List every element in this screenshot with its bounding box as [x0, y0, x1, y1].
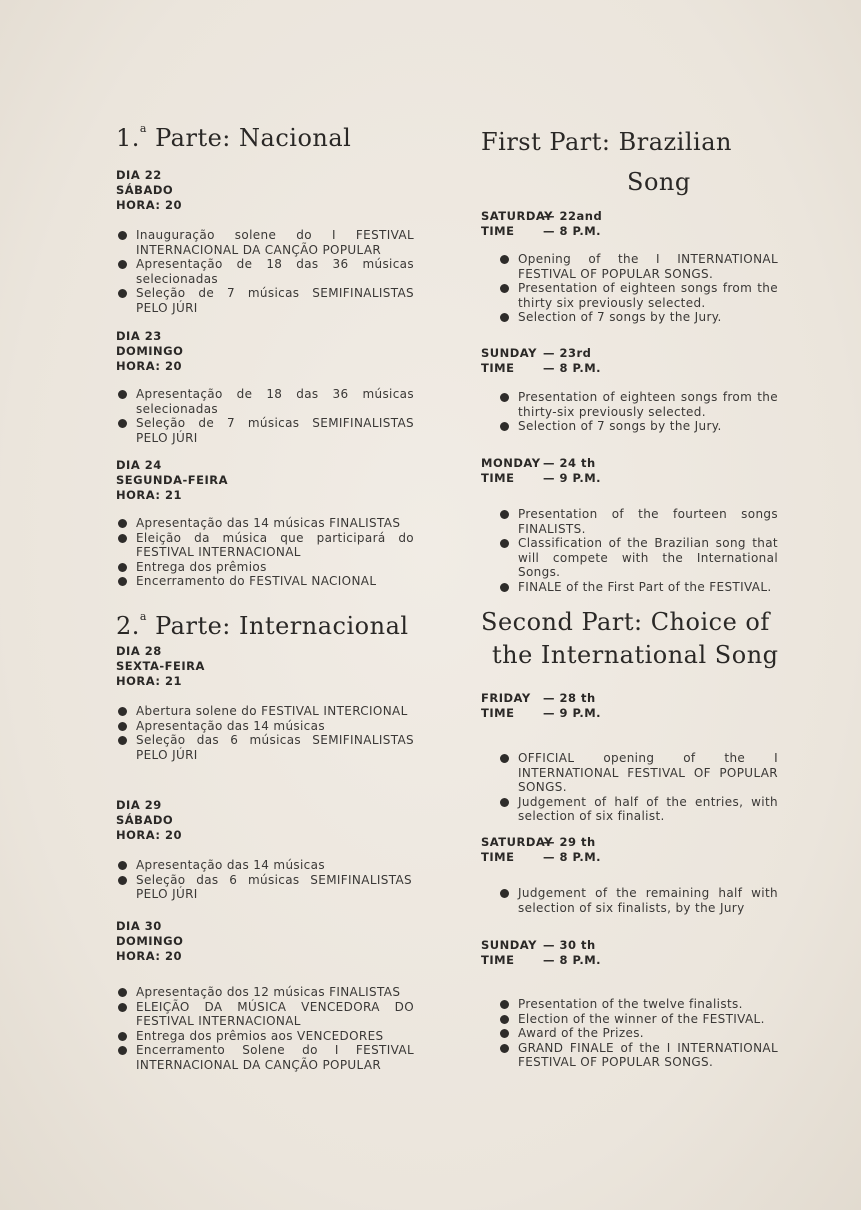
schedule-item: FINALE of the First Part of the FESTIVAL. — [498, 580, 778, 595]
mon24-items — [498, 507, 778, 594]
part2-title-pt: 2.$^a$ Parte: Internacional — [116, 610, 409, 640]
day22-items — [116, 228, 414, 315]
fri28-items — [498, 751, 778, 824]
schedule-item: Presentation of the twelve finalists. — [498, 997, 778, 1012]
day23-items — [116, 387, 414, 445]
sun23-header: SUNDAY — 23rd TIME — 8 P.M. — [481, 346, 602, 375]
schedule-item: Judgement of the remaining half with selection of six finalists, by the Jury — [498, 886, 778, 915]
day22-header: DIA 22 SÁBADO HORA: 20 — [116, 168, 182, 212]
day30-header: DIA 30 DOMINGO HORA: 20 — [116, 919, 184, 963]
schedule-item: Apresentação de 18 das 36 músicas selecionadas — [116, 387, 414, 416]
schedule-item: Apresentação dos 12 músicas FINALISTAS — [116, 985, 414, 1000]
schedule-item: Presentation of the fourteen songs FINALISTS. — [498, 507, 778, 536]
fri28-header: FRIDAY — 28 th TIME — 9 P.M. — [481, 691, 602, 720]
schedule-item: Eleição da música que participará do FESTIVAL INTERNACIONAL — [116, 531, 414, 560]
day29-items — [116, 858, 412, 902]
schedule-item: Encerramento do FESTIVAL NACIONAL — [116, 574, 414, 589]
schedule-item: Seleção das 6 músicas SEMIFINALISTAS PELO JÚRI — [116, 873, 412, 902]
sat29-items — [498, 886, 778, 915]
day24-header: DIA 24 SEGUNDA-FEIRA HORA: 21 — [116, 458, 229, 502]
schedule-item: Selection of 7 songs by the Jury. — [498, 310, 778, 325]
schedule-item: Seleção de 7 músicas SEMIFINALISTAS PELO JÚRI — [116, 286, 414, 315]
day23-header: DIA 23 DOMINGO HORA: 20 — [116, 329, 184, 373]
mon24-header: MONDAY — 24 th TIME — 9 P.M. — [481, 456, 602, 485]
schedule-item: Entrega dos prêmios aos VENCEDORES — [116, 1029, 414, 1044]
schedule-item: ELEIÇÃO DA MÚSICA VENCEDORA DO FESTIVAL INTERNACIONAL — [116, 1000, 414, 1029]
schedule-item: Election of the winner of the FESTIVAL. — [498, 1012, 778, 1027]
schedule-item: Encerramento Solene do I FESTIVAL INTERNACIONAL DA CANÇÃO POPULAR — [116, 1043, 414, 1072]
day28-items — [116, 704, 414, 762]
part1-title-en: First Part: Brazilian — [481, 128, 732, 156]
day24-items — [116, 516, 414, 589]
sat22-header: SATURDAY — 22and TIME — 8 P.M. — [481, 209, 603, 238]
part2-title-en-line2: the International Song — [492, 641, 779, 669]
schedule-item: Apresentação das 14 músicas — [116, 719, 414, 734]
day30-items — [116, 985, 414, 1072]
schedule-item: Classification of the Brazilian song that will compete with the International Songs. — [498, 536, 778, 580]
schedule-item: GRAND FINALE of the I INTERNATIONAL FESTIVAL OF POPULAR SONGS. — [498, 1041, 778, 1070]
day28-header: DIA 28 SEXTA-FEIRA HORA: 21 — [116, 644, 205, 688]
schedule-item: Judgement of half of the entries, with selection of six finalist. — [498, 795, 778, 824]
day29-header: DIA 29 SÁBADO HORA: 20 — [116, 798, 182, 842]
schedule-item: Apresentação das 14 músicas — [116, 858, 412, 873]
schedule-item: Entrega dos prêmios — [116, 560, 414, 575]
part1-title-pt: 1.$^a$ Parte: Nacional — [116, 122, 352, 152]
schedule-item: OFFICIAL opening of the I INTERNATIONAL FESTIVAL OF POPULAR SONGS. — [498, 751, 778, 795]
schedule-item: Opening of the I INTERNATIONAL FESTIVAL OF POPULAR SONGS. — [498, 252, 778, 281]
sun30-header: SUNDAY — 30 th TIME — 8 P.M. — [481, 938, 602, 967]
schedule-item: Seleção das 6 músicas SEMIFINALISTAS PELO JÚRI — [116, 733, 414, 762]
schedule-item: Inauguração solene do I FESTIVAL INTERNACIONAL DA CANÇÃO POPULAR — [116, 228, 414, 257]
schedule-item: Apresentação de 18 das 36 músicas selecionadas — [116, 257, 414, 286]
schedule-item: Award of the Prizes. — [498, 1026, 778, 1041]
schedule-item: Seleção de 7 músicas SEMIFINALISTAS PELO JÚRI — [116, 416, 414, 445]
schedule-item: Selection of 7 songs by the Jury. — [498, 419, 778, 434]
schedule-item: Presentation of eighteen songs from the thirty-six previously selected. — [498, 390, 778, 419]
sat22-items — [498, 252, 778, 325]
sun23-items — [498, 390, 778, 434]
sun30-items — [498, 997, 778, 1070]
schedule-item: Apresentação das 14 músicas FINALISTAS — [116, 516, 414, 531]
schedule-item: Abertura solene do FESTIVAL INTERCIONAL — [116, 704, 414, 719]
schedule-item: Presentation of eighteen songs from the thirty six previously selected. — [498, 281, 778, 310]
part1-title-en-line2: Song — [627, 168, 691, 196]
sat29-header: SATURDAY — 29 th TIME — 8 P.M. — [481, 835, 602, 864]
part2-title-en: Second Part: Choice of — [481, 608, 770, 636]
